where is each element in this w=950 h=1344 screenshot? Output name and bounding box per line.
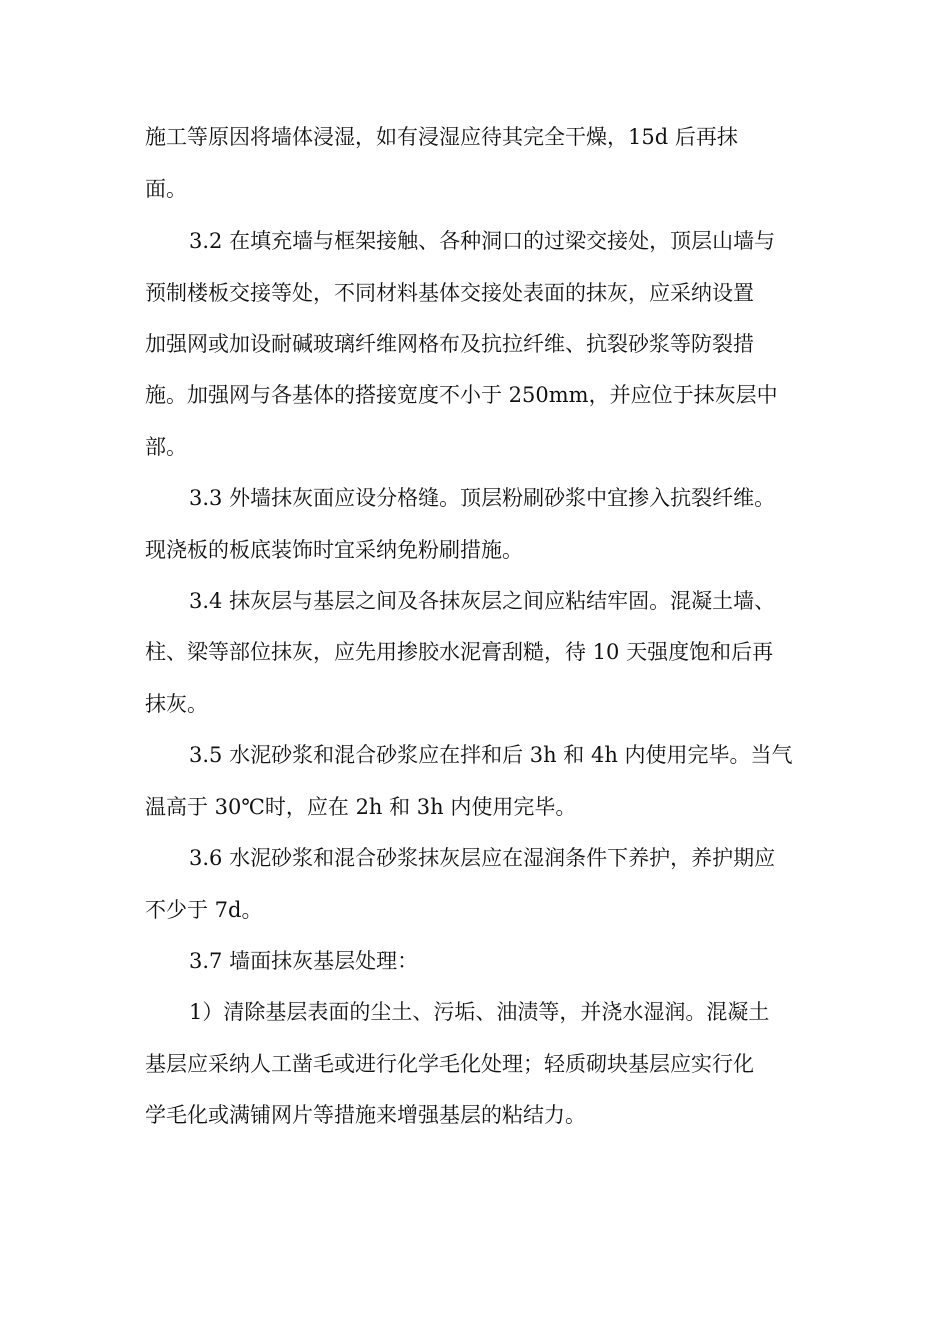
list-item-1-line: 1）清除基层表面的尘土、污垢、油渍等，并浇水湿润。混凝土 — [189, 1000, 770, 1024]
paragraph-3-5-line: 3.5 水泥砂浆和混合砂浆应在拌和后 3h 和 4h 内使用完毕。当气 — [189, 743, 793, 767]
paragraph-3-6-line: 3.6 水泥砂浆和混合砂浆抹灰层应在湿润条件下养护，养护期应 — [189, 846, 776, 870]
text-line: 面。 — [145, 177, 187, 201]
text-line: 不少于 7d。 — [145, 898, 263, 922]
text-line: 学毛化或满铺网片等措施来增强基层的粘结力。 — [145, 1103, 586, 1127]
text-line: 施工等原因将墙体浸湿，如有浸湿应待其完全干燥，15d 后再抹 — [145, 125, 738, 149]
text-line: 柱、梁等部位抹灰，应先用掺胶水泥膏刮糙，待 10 天强度饱和后再 — [145, 640, 774, 664]
text-line: 施。加强网与各基体的搭接宽度不小于 250mm，并应位于抹灰层中 — [145, 383, 778, 407]
paragraph-3-3-line: 3.3 外墙抹灰面应设分格缝。顶层粉刷砂浆中宜掺入抗裂纤维。 — [189, 486, 776, 510]
text-line: 温高于 30℃时，应在 2h 和 3h 内使用完毕。 — [145, 795, 577, 819]
paragraph-3-2-line: 3.2 在填充墙与框架接触、各种洞口的过梁交接处，顶层山墙与 — [189, 229, 776, 253]
text-line: 加强网或加设耐碱玻璃纤维网格布及抗拉纤维、抗裂砂浆等防裂措 — [145, 332, 754, 356]
text-line: 部。 — [145, 435, 187, 459]
text-line: 抹灰。 — [145, 692, 208, 716]
text-line: 基层应采纳人工凿毛或进行化学毛化处理；轻质砌块基层应实行化 — [145, 1052, 754, 1076]
paragraph-3-7-heading: 3.7 墙面抹灰基层处理： — [189, 949, 419, 973]
text-line: 预制楼板交接等处，不同材料基体交接处表面的抹灰，应采纳设置 — [145, 281, 754, 305]
paragraph-3-4-line: 3.4 抹灰层与基层之间及各抹灰层之间应粘结牢固。混凝土墙、 — [189, 589, 776, 613]
text-line: 现浇板的板底装饰时宜采纳免粉刷措施。 — [145, 538, 523, 562]
